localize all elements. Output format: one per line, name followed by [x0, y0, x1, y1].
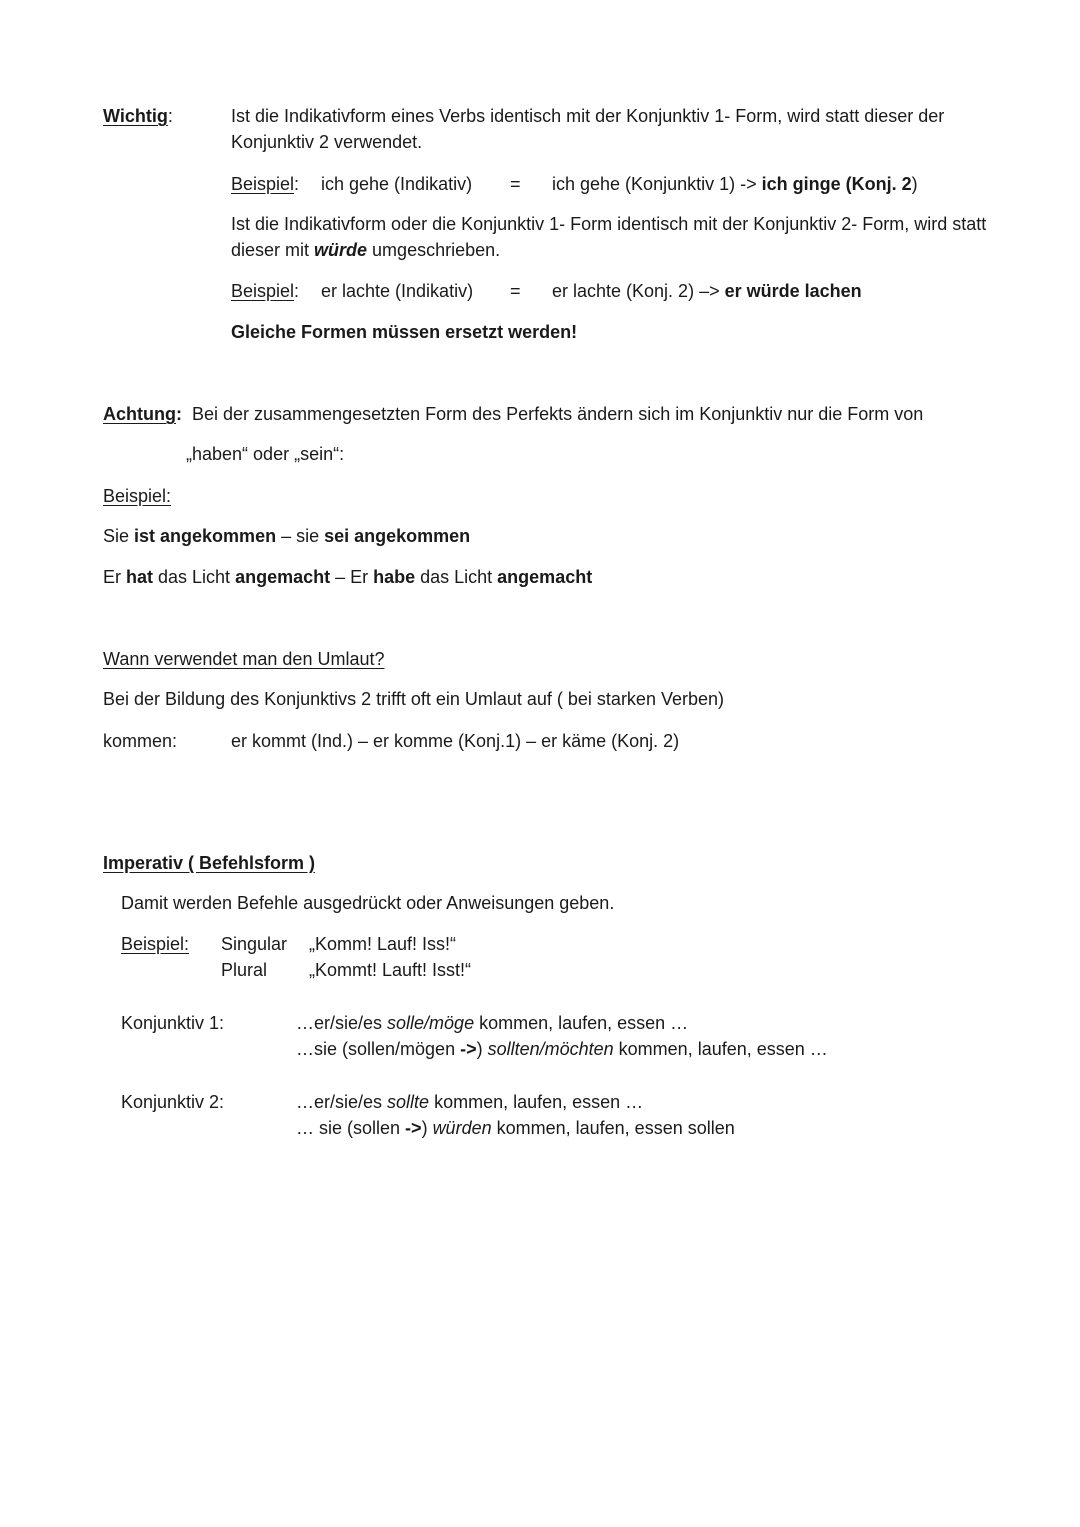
imperativ-heading: Imperativ ( Befehlsform )	[103, 853, 316, 873]
example1-right: ich gehe (Konjunktiv 1) -> ich ginge (Konj. 2)	[552, 174, 918, 194]
wichtig-para2-line2: dieser mit würde umgeschrieben.	[231, 240, 501, 260]
wichtig-para2-line1: Ist die Indikativform oder die Konjunktiv 1- Form identisch mit der Konjunktiv 2- Form, wird statt	[231, 214, 987, 234]
k1-line2: …sie (sollen/mögen ->) sollten/möchten kommen, laufen, essen …	[296, 1039, 828, 1059]
plural-label: Plural	[221, 960, 268, 980]
achtung-line2: „haben“ oder „sein“:	[186, 444, 345, 464]
example1-label: Beispiel:	[231, 174, 300, 194]
k1-label: Konjunktiv 1:	[121, 1013, 225, 1033]
wichtig-label: Wichtig	[103, 106, 168, 126]
wichtig-colon: :	[167, 106, 173, 126]
achtung-line1: Achtung: Bei der zusammengesetzten Form des Perfekts ändern sich im Konjunktiv nur die Form von	[103, 404, 924, 424]
example1-left: ich gehe (Indikativ)	[321, 174, 473, 194]
umlaut-text: Bei der Bildung des Konjunktivs 2 trifft oft ein Umlaut auf ( bei starken Verben)	[103, 689, 724, 709]
singular-label: Singular	[221, 934, 288, 954]
umlaut-verb: kommen:	[103, 731, 178, 751]
example1-equals: =	[510, 174, 521, 194]
k2-line2: … sie (sollen ->) würden kommen, laufen, essen sollen	[296, 1118, 735, 1138]
example2-label: Beispiel:	[231, 281, 300, 301]
imperativ-beispiel-label: Beispiel:	[121, 934, 190, 954]
achtung-sentence2: Er hat das Licht angemacht – Er habe das Licht angemacht	[103, 567, 593, 587]
plural-text: „Kommt! Lauft! Isst!“	[309, 960, 472, 980]
k2-label: Konjunktiv 2:	[121, 1092, 225, 1112]
wichtig-para1-line2: Konjunktiv 2 verwendet.	[231, 132, 423, 152]
singular-text: „Komm! Lauf! Iss!“	[309, 934, 457, 954]
imperativ-intro: Damit werden Befehle ausgedrückt oder Anweisungen geben.	[121, 893, 615, 913]
wichtig-label-row	[103, 103, 173, 129]
umlaut-forms: er kommt (Ind.) – er komme (Konj.1) – er käme (Konj. 2)	[231, 731, 680, 751]
example2-equals: =	[510, 281, 521, 301]
k1-line1: …er/sie/es solle/möge kommen, laufen, essen …	[296, 1013, 689, 1033]
example2-left: er lachte (Indikativ)	[321, 281, 474, 301]
example2-right: er lachte (Konj. 2) –> er würde lachen	[552, 281, 862, 301]
achtung-beispiel-label: Beispiel:	[103, 486, 172, 506]
wichtig-para1-line1: Ist die Indikativform eines Verbs identisch mit der Konjunktiv 1- Form, wird statt dieser der	[231, 106, 945, 126]
k2-line1: …er/sie/es sollte kommen, laufen, essen …	[296, 1092, 644, 1112]
rule-text: Gleiche Formen müssen ersetzt werden!	[231, 322, 578, 342]
achtung-sentence1: Sie ist angekommen – sie sei angekommen	[103, 526, 471, 546]
umlaut-heading: Wann verwendet man den Umlaut?	[103, 649, 385, 669]
achtung-label: Achtung	[103, 404, 176, 424]
